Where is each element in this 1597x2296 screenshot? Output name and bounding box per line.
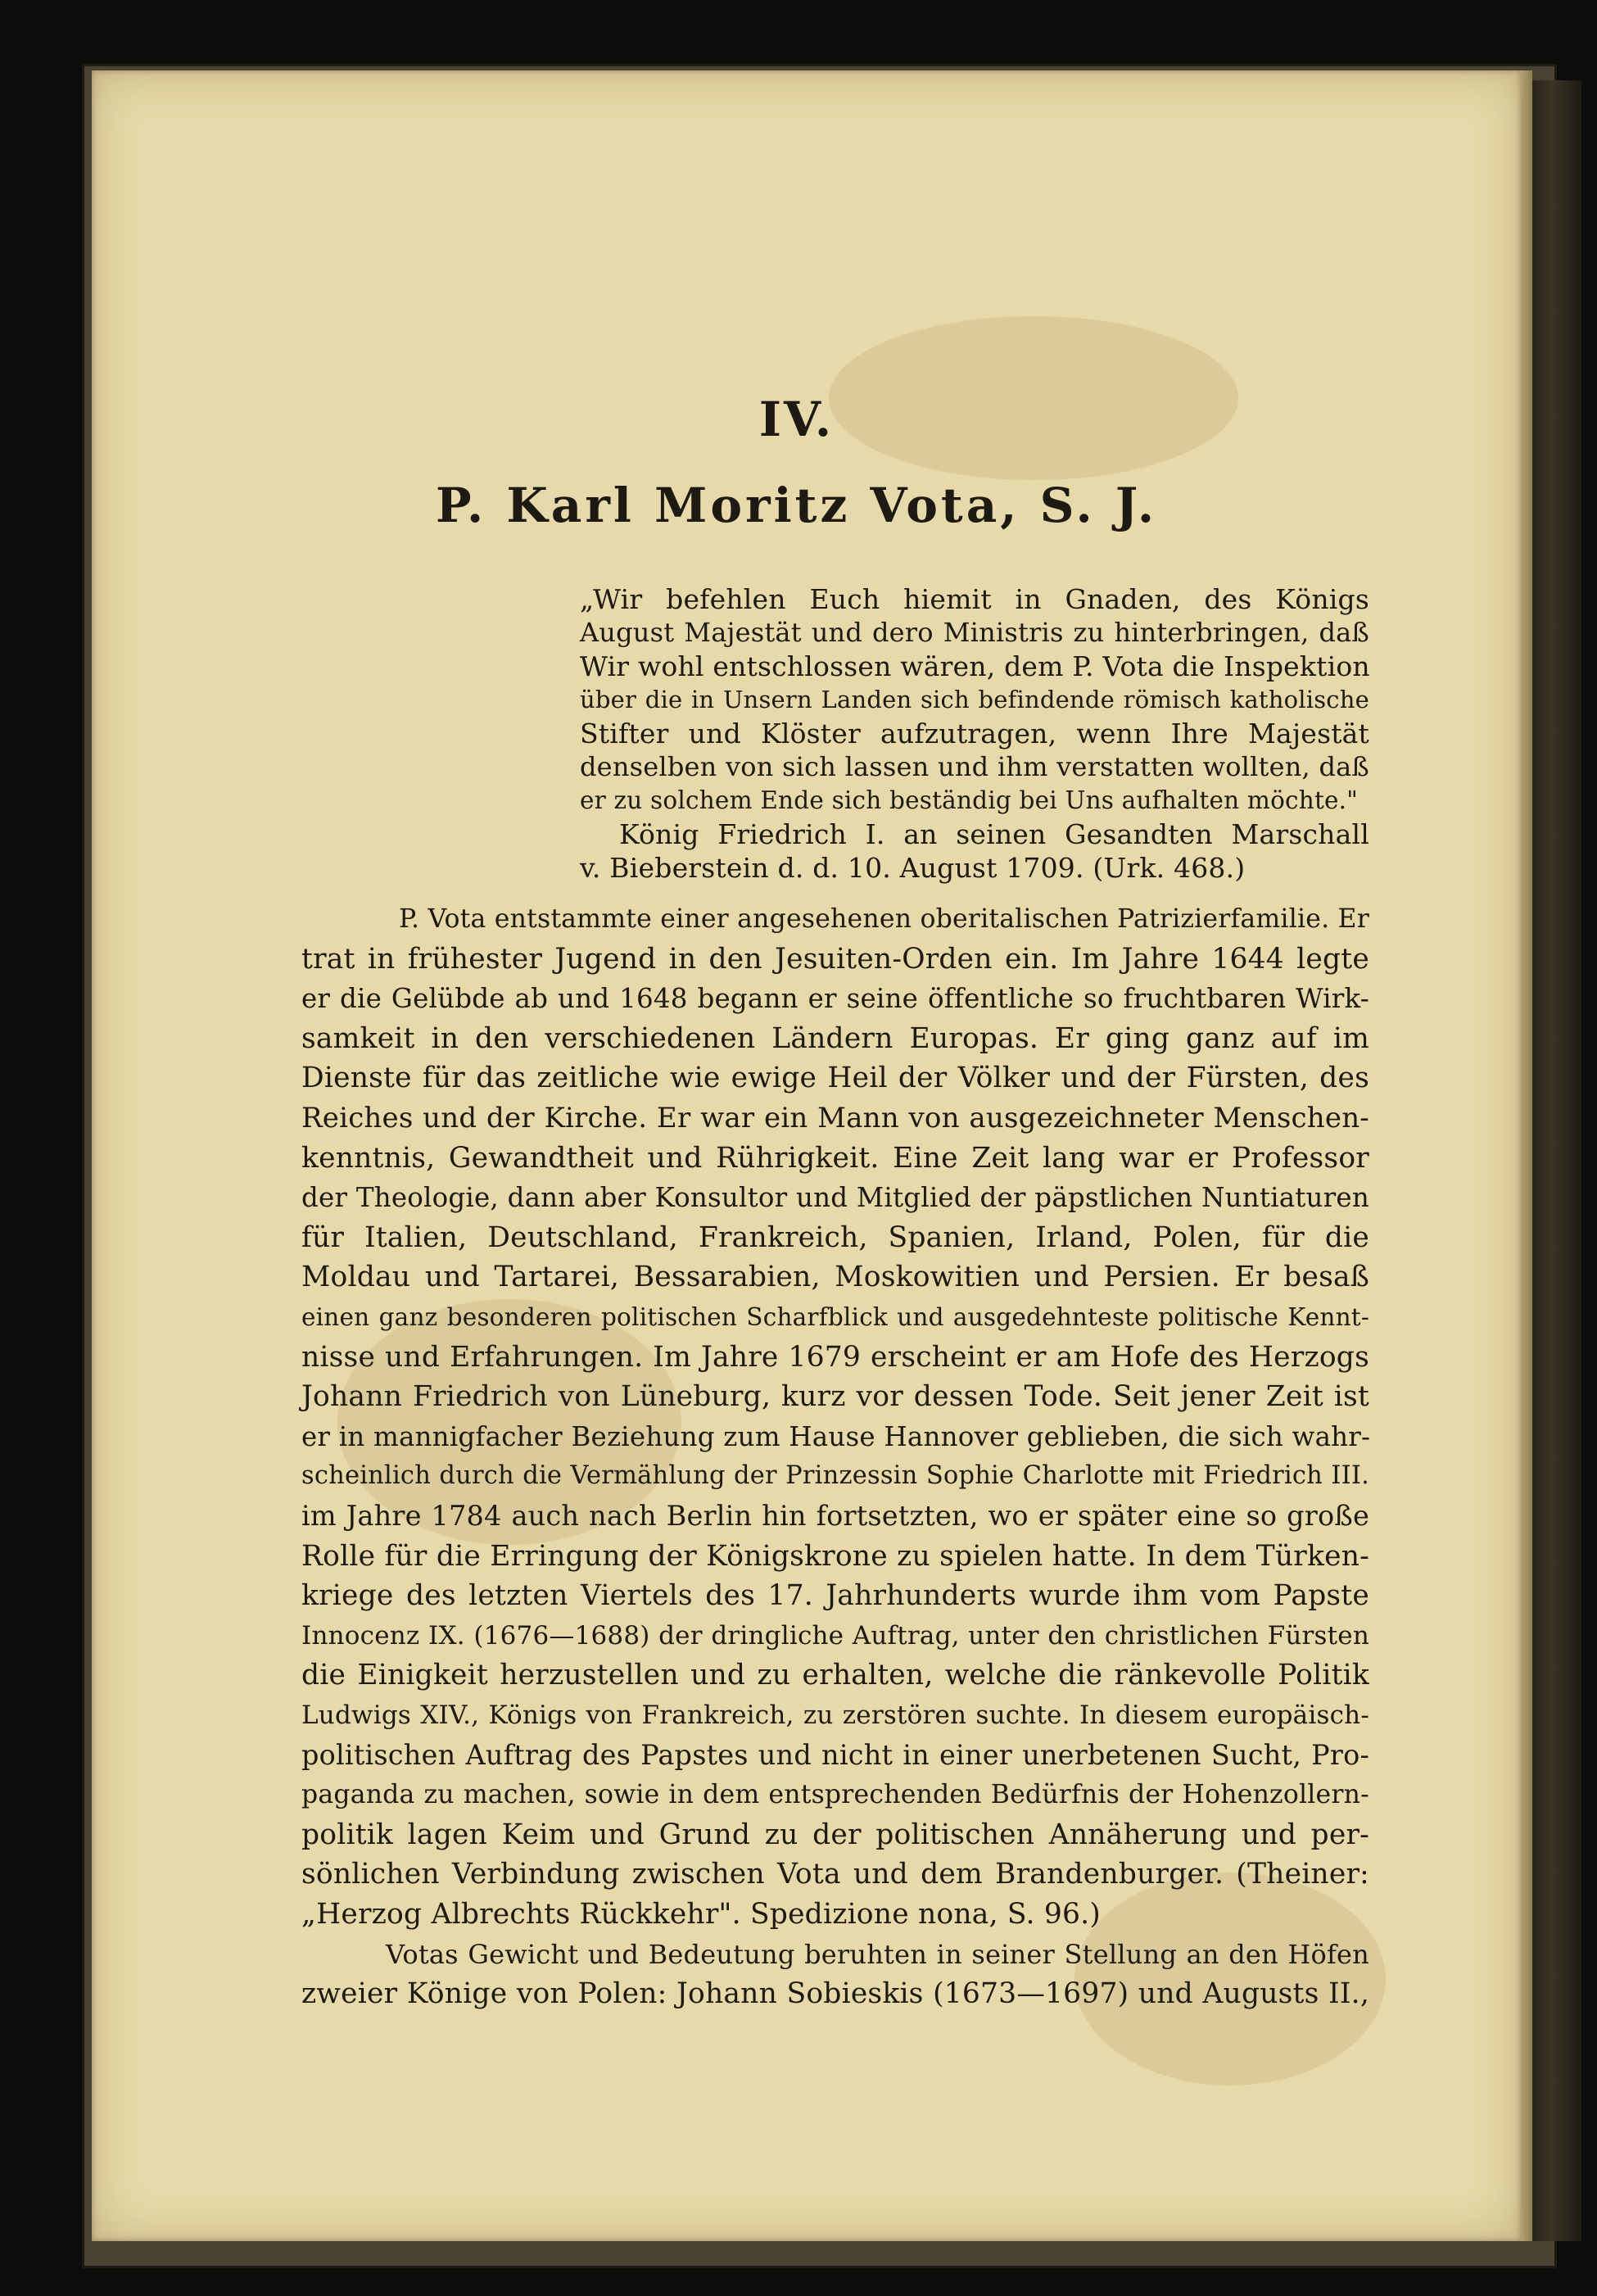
text-line: im Jahre 1784 auch nach Berlin hin fortsetzten, wo er später eine so große xyxy=(301,1500,1369,1532)
text-line: politik lagen Keim und Grund zu der politischen Annäherung und per- xyxy=(301,1818,1369,1851)
text-line: er die Gelübde ab und 1648 begann er seine öffentliche so fruchtbaren Wirk- xyxy=(301,983,1369,1015)
text-line: die Einigkeit herzustellen und zu erhalten, welche die ränkevolle Politik xyxy=(301,1659,1369,1692)
text-line: der Theologie, dann aber Konsultor und Mitglied der päpstlichen Nuntiaturen xyxy=(301,1182,1369,1214)
text-line: politischen Auftrag des Papstes und nicht in einer unerbetenen Sucht, Pro- xyxy=(301,1738,1369,1771)
text-line: Johann Friedrich von Lüneburg, kurz vor dessen Tode. Seit jener Zeit ist xyxy=(301,1380,1369,1414)
text-line: kenntnis, Gewandtheit und Rührigkeit. Eine Zeit lang war er Professor xyxy=(301,1141,1369,1175)
motto-line: August Majestät und dero Ministris zu hinterbringen, daß xyxy=(580,617,1369,648)
text-line: Reiches und der Kirche. Er war ein Mann von ausgezeichneter Menschen- xyxy=(301,1102,1369,1134)
motto-line: Wir wohl entschlossen wären, dem P. Vota die Inspektion xyxy=(580,650,1370,682)
text-line: P. Vota entstammte einer angesehenen oberitalischen Patrizierfamilie. Er xyxy=(399,904,1369,934)
text-line: Moldau und Tartarei, Bessarabien, Moskowitien und Persien. Er besaß xyxy=(301,1261,1369,1294)
text-line: sönlichen Verbindung zwischen Vota und dem Brandenburger. (Theiner: xyxy=(301,1858,1369,1891)
text-line: nisse und Erfahrungen. Im Jahre 1679 erscheint er am Hofe des Herzogs xyxy=(301,1340,1369,1374)
text-line: zweier Könige von Polen: Johann Sobieskis (1673—1697) und Augusts II., xyxy=(301,1977,1369,2011)
text-line: für Italien, Deutschland, Frankreich, Spanien, Irland, Polen, für die xyxy=(301,1220,1369,1254)
motto-line: über die in Unsern Landen sich befindende römisch katholische xyxy=(580,686,1369,713)
text-line: kriege des letzten Viertels des 17. Jahrhunderts wurde ihm vom Papste xyxy=(301,1579,1369,1613)
motto-line: Stifter und Klöster aufzutragen, wenn Ihre Majestät xyxy=(580,718,1369,749)
text-line: samkeit in den verschiedenen Ländern Europas. Er ging ganz auf im xyxy=(301,1021,1369,1055)
motto-line: er zu solchem Ende sich beständig bei Uns aufhalten möchte." xyxy=(580,786,1359,814)
text-line: trat in frühester Jugend in den Jesuiten-Orden ein. Im Jahre 1644 legte xyxy=(301,942,1369,976)
motto-attribution: v. Bieberstein d. d. 10. August 1709. (Urk. 468.) xyxy=(580,852,1246,884)
chapter-title: P. Karl Moritz Vota, S. J. xyxy=(435,478,1158,533)
text-line: er in mannigfacher Beziehung zum Hause Hannover geblieben, die sich wahr- xyxy=(301,1420,1371,1452)
text-line: einen ganz besonderen politischen Scharfblick und ausgedehnteste politische Kennt- xyxy=(301,1303,1369,1331)
chapter-number: IV. xyxy=(758,392,835,447)
motto-line: „Wir befehlen Euch hiemit in Gnaden, des Königs xyxy=(580,583,1369,615)
text-line: „Herzog Albrechts Rückkehr". Spedizione nona, S. 96.) xyxy=(301,1898,1101,1931)
text-line: Ludwigs XIV., Königs von Frankreich, zu zerstören suchte. In diesem europäisch- xyxy=(301,1700,1369,1730)
motto-line: denselben von sich lassen und ihm verstatten wollten, daß xyxy=(580,751,1369,782)
text-line: Rolle für die Erringung der Königskrone zu spielen hatte. In dem Türken- xyxy=(301,1539,1369,1573)
text-line: scheinlich durch die Vermählung der Prinzessin Sophie Charlotte mit Friedrich III. xyxy=(301,1461,1369,1491)
text-line: Innocenz IX. (1676—1688) der dringliche Auftrag, unter den christlichen Fürsten xyxy=(301,1620,1369,1651)
text-line: Dienste für das zeitliche wie ewige Heil der Völker und der Fürsten, des xyxy=(301,1062,1369,1095)
text-line: paganda zu machen, sowie in dem entsprechenden Bedürfnis der Hohenzollern- xyxy=(301,1780,1369,1810)
text-line: Votas Gewicht und Bedeutung beruhten in seiner Stellung an den Höfen xyxy=(386,1938,1369,1970)
motto-attribution: König Friedrich I. an seinen Gesandten Marschall xyxy=(619,818,1369,850)
